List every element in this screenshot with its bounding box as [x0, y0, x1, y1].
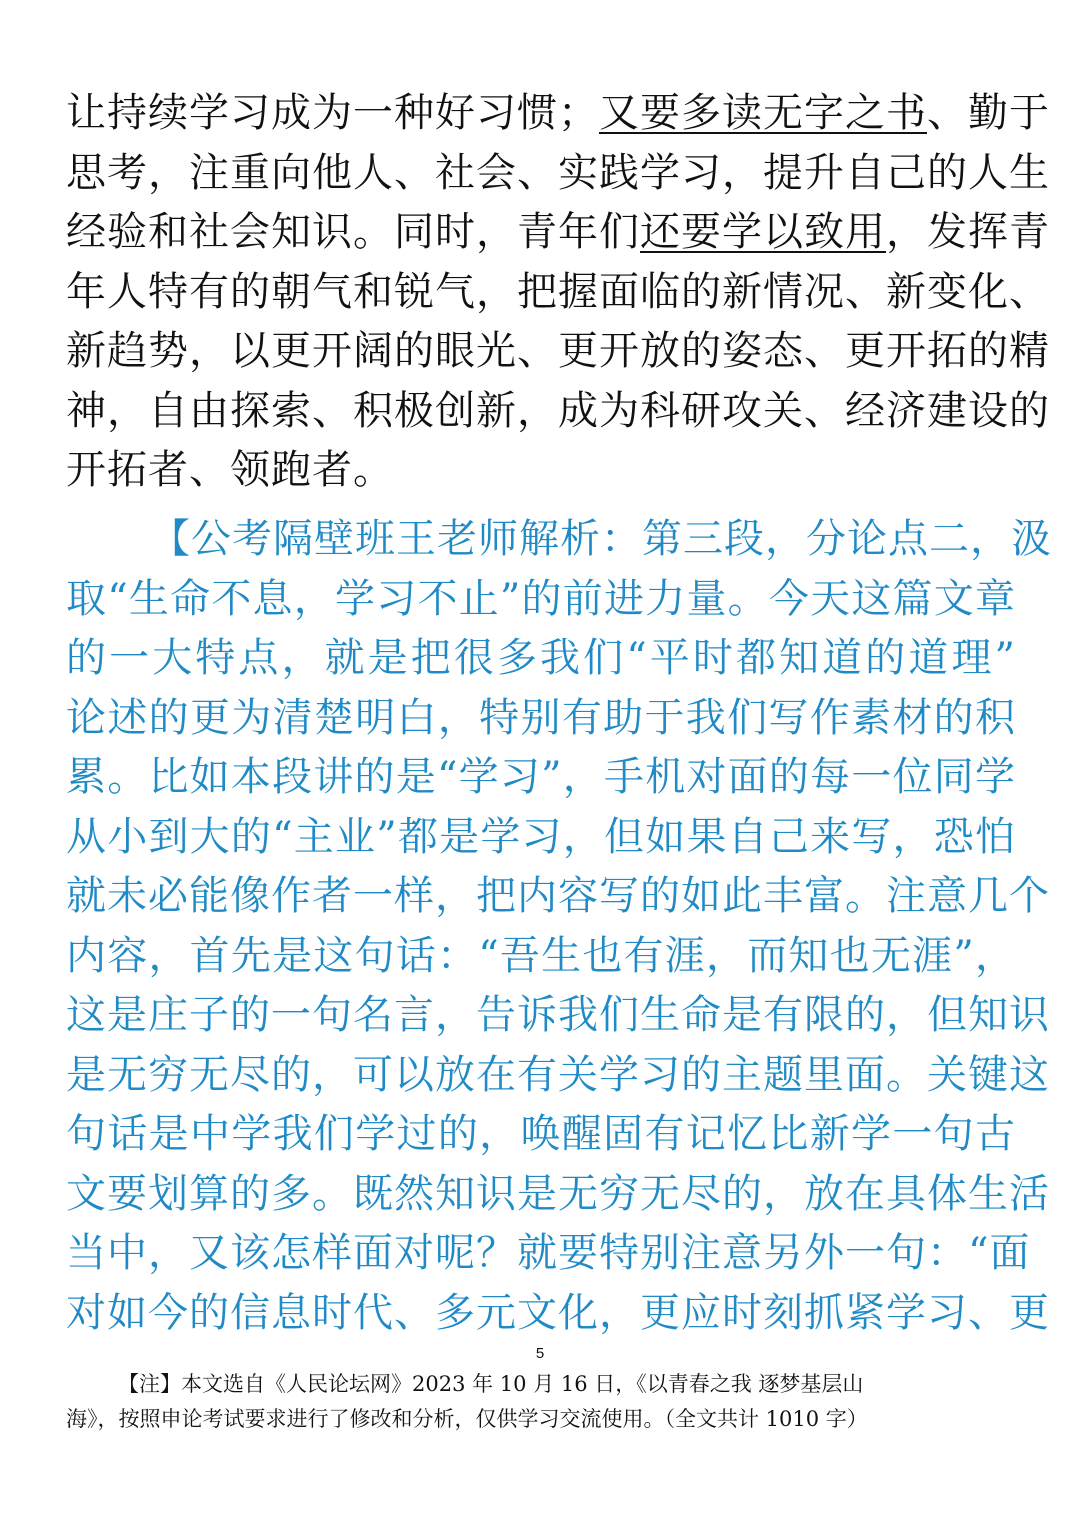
footnote: [66, 1367, 1016, 1437]
underlined-phrase: 又要多读无字之书: [599, 90, 927, 136]
article-paragraph: [66, 84, 1050, 501]
article-line: 经验和社会知识。同时，青年们还要学以致用，发挥青: [66, 209, 1050, 255]
analysis-line: 从小到大的“主业”都是学习，但如果自己来写，恐怕: [66, 813, 1016, 860]
article-line: 让持续学习成为一种好习惯；又要多读无字之书、勤于: [66, 90, 1050, 136]
underlined-phrase: 还要学以致用: [640, 209, 886, 255]
analysis-line: 当中，又该怎样面对呢？就要特别注意另外一句：“面: [66, 1230, 1031, 1276]
analysis-line: 取“生命不息，学习不止”的前进力量。今天这篇文章: [66, 575, 1016, 622]
article-line: 神，自由探索、积极创新，成为科研攻关、经济建设的: [66, 387, 1050, 434]
analysis-line: 【公考隔壁班王老师解析：第三段，分论点二，汲: [150, 516, 1052, 562]
article-line: 思考，注重向他人、社会、实践学习，提升自己的人生: [66, 149, 1050, 196]
analysis-line: 内容，首先是这句话：“吾生也有涯，而知也无涯”，: [66, 932, 1016, 979]
analysis-line: 句话是中学我们学过的，唤醒固有记忆比新学一句古: [66, 1111, 1016, 1157]
analysis-line: 论述的更为清楚明白，特别有助于我们写作素材的积: [66, 694, 1016, 741]
page-number: 5: [535, 1345, 545, 1362]
analysis-paragraph: [66, 510, 1052, 1343]
analysis-line: 就未必能像作者一样，把内容写的如此丰富。注意几个: [66, 873, 1050, 919]
analysis-line: 这是庄子的一句名言，告诉我们生命是有限的，但知识: [66, 992, 1050, 1038]
analysis-line: 累。比如本段讲的是“学习”，手机对面的每一位同学: [66, 754, 1016, 800]
analysis-line: 对如今的信息时代、多元文化，更应时刻抓紧学习、更: [66, 1289, 1050, 1336]
article-line: 年人特有的朝气和锐气，把握面临的新情况、新变化、: [66, 268, 1050, 315]
footnote-line: 【注】本文选自《人民论坛网》2023 年 10 月 16 日，《以青春之我 逐梦基层山: [118, 1372, 864, 1396]
analysis-line: 文要划算的多。既然知识是无穷无尽的，放在具体生活: [66, 1170, 1050, 1217]
article-line: 新趋势，以更开阔的眼光、更开放的姿态、更开拓的精: [66, 328, 1050, 374]
analysis-line: 是无穷无尽的，可以放在有关学习的主题里面。关键这: [66, 1051, 1050, 1098]
analysis-line: 的一大特点，就是把很多我们“平时都知道的道理”: [66, 635, 1016, 681]
article-line: 开拓者、领跑者。: [66, 447, 394, 493]
footnote-line: 海》，按照申论考试要求进行了修改和分析，仅供学习交流使用。（全文共计 1010 字）: [66, 1407, 868, 1431]
